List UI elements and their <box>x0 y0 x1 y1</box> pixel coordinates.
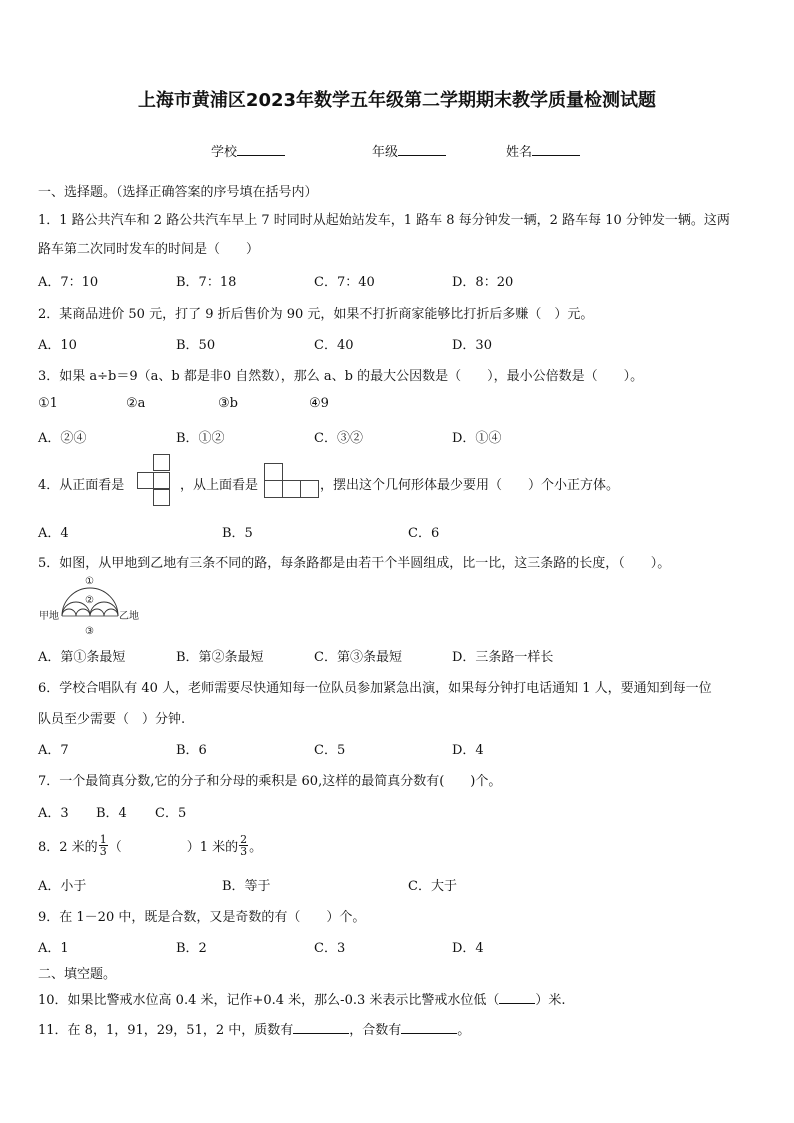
grade-field[interactable] <box>372 141 446 160</box>
q9-option-d[interactable]: D．4 <box>452 941 484 956</box>
fraction-one-third <box>99 834 108 857</box>
q4-text-part2: ，从上面看是 <box>180 478 259 493</box>
q5-text: 5．如图，从甲地到乙地有三条不同的路，每条路都是由若干个半圆组成，比一比，这三条路的长度，（ ）。 <box>38 556 671 571</box>
q8-text-part1: 8．2 米的 <box>38 839 98 855</box>
section-choice-heading: 一、选择题。（选择正确答案的序号填在括号内） <box>38 185 318 200</box>
q11-blank-composite[interactable] <box>401 1020 457 1034</box>
name-label: 姓名 <box>506 145 533 160</box>
top-view-square <box>264 480 283 498</box>
q1-option-a[interactable]: A．7：10 <box>38 275 99 290</box>
q3-option-b[interactable]: B．①② <box>176 431 225 446</box>
top-view-square <box>282 480 301 498</box>
end-label: 乙地 <box>119 611 139 622</box>
q4-option-a[interactable]: A．4 <box>38 526 69 541</box>
page-title: 上海市黄浦区2023年数学五年级第二学期期末教学质量检测试题 <box>137 90 657 111</box>
q9-text: 9．在 1－20 中，既是合数，又是奇数的有（ ）个。 <box>38 910 366 925</box>
fraction-denominator: 3 <box>240 844 248 858</box>
q3-option-a[interactable]: A．②④ <box>38 431 87 446</box>
q1-text: 1．1 路公共汽车和 2 路公共汽车早上 7 时同时从起始站发车，1 路车 8 每分钟发一辆，2 路车每 10 分钟发一辆。这两 <box>38 213 730 228</box>
front-view-figure <box>137 454 179 508</box>
school-label: 学校 <box>211 145 238 160</box>
q7-option-b[interactable]: B．4 <box>96 806 127 821</box>
q9-option-c[interactable]: C．3 <box>314 941 346 956</box>
q11-text <box>38 1019 470 1038</box>
fraction-numerator: 2 <box>240 832 248 846</box>
front-view-square <box>137 472 154 489</box>
semicircle-route-diagram <box>38 572 148 638</box>
q3-choice-1: ①1 <box>38 396 58 411</box>
q1-text-cont: 路车第二次同时发车的时间是（ ） <box>38 242 260 257</box>
q8-text-part2: （ ）1 米的 <box>108 839 239 855</box>
q7-text: 7．一个最简真分数,它的分子和分母的乘积是 60,这样的最简真分数有( )个。 <box>38 774 502 789</box>
q5-option-a[interactable]: A．第①条最短 <box>38 650 126 665</box>
fraction-two-thirds <box>239 834 248 857</box>
top-view-square <box>264 463 283 481</box>
school-field[interactable] <box>211 141 285 160</box>
front-view-square <box>153 472 170 489</box>
grade-label: 年级 <box>372 145 399 160</box>
q3-choice-2: ②a <box>126 396 146 411</box>
q3-choice-4: ④9 <box>309 396 329 411</box>
q2-option-a[interactable]: A．10 <box>38 338 77 353</box>
q11-text-part2: ，合数有 <box>349 1023 402 1038</box>
q3-choice-3: ③b <box>218 396 238 411</box>
q4-text-part1: 4．从正面看是 <box>38 478 125 493</box>
q3-text: 3．如果 a÷b＝9（a、b 都是非0 自然数），那么 a、b 的最大公因数是（ ），最小公倍数是（ ）。 <box>38 369 644 384</box>
q2-option-d[interactable]: D．30 <box>452 338 492 353</box>
q5-option-c[interactable]: C．第③条最短 <box>314 650 402 665</box>
q1-option-d[interactable]: D．8：20 <box>452 275 514 290</box>
q9-option-b[interactable]: B．2 <box>176 941 207 956</box>
q6-option-b[interactable]: B．6 <box>176 743 207 758</box>
q10-text <box>38 989 566 1008</box>
route-1-label: ① <box>85 576 94 587</box>
q1-option-b[interactable]: B．7：18 <box>176 275 237 290</box>
q2-option-b[interactable]: B．50 <box>176 338 216 353</box>
q2-text: 2．某商品进价 50 元，打了 9 折后售价为 90 元，如果不打折商家能够比打折后多赚（ ）元。 <box>38 307 594 322</box>
front-view-square <box>153 454 170 471</box>
name-field[interactable] <box>506 141 580 160</box>
q4-text-part3: ，摆出这个几何形体最少要用（ ）个小正方体。 <box>320 478 620 493</box>
q10-text-part2: ）米. <box>535 993 566 1008</box>
q6-option-d[interactable]: D．4 <box>452 743 484 758</box>
q4-option-b[interactable]: B．5 <box>222 526 253 541</box>
q8-option-a[interactable]: A．小于 <box>38 879 87 894</box>
q11-text-part1: 11．在 8，1，91，29，51，2 中，质数有 <box>38 1023 294 1038</box>
q5-option-d[interactable]: D．三条路一样长 <box>452 650 554 665</box>
q7-option-c[interactable]: C．5 <box>155 806 187 821</box>
q3-option-d[interactable]: D．①④ <box>452 431 502 446</box>
fraction-numerator: 1 <box>99 832 107 846</box>
front-view-square <box>153 489 170 506</box>
q1-option-c[interactable]: C．7：40 <box>314 275 375 290</box>
q8-text-part3: 。 <box>249 839 263 855</box>
section-fill-heading: 二、填空题。 <box>38 967 117 982</box>
route-2-label: ② <box>85 595 94 606</box>
q6-option-a[interactable]: A．7 <box>38 743 69 758</box>
q10-text-part1: 10．如果比警戒水位高 0.4 米，记作+0.4 米，那么-0.3 米表示比警戒水位低（ <box>38 993 500 1008</box>
q6-option-c[interactable]: C．5 <box>314 743 346 758</box>
q2-option-c[interactable]: C．40 <box>314 338 354 353</box>
q5-option-b[interactable]: B．第②条最短 <box>176 650 264 665</box>
q8-option-b[interactable]: B．等于 <box>222 879 271 894</box>
route-3-label: ③ <box>85 626 94 637</box>
top-view-square <box>300 480 319 498</box>
q9-option-a[interactable]: A．1 <box>38 941 69 956</box>
q11-text-part3: 。 <box>457 1023 471 1038</box>
q11-blank-prime[interactable] <box>293 1020 349 1034</box>
q7-option-a[interactable]: A．3 <box>38 806 69 821</box>
q10-blank[interactable] <box>499 990 535 1004</box>
q8-option-c[interactable]: C．大于 <box>408 879 457 894</box>
q8-text <box>38 830 262 860</box>
q4-option-c[interactable]: C．6 <box>408 526 440 541</box>
fraction-denominator: 3 <box>99 844 107 858</box>
q6-text-cont: 队员至少需要（ ）分钟. <box>38 712 186 727</box>
q3-option-c[interactable]: C．③② <box>314 431 363 446</box>
q6-text: 6．学校合唱队有 40 人，老师需要尽快通知每一位队员参加紧急出演，如果每分钟打电话通知 1 人，要通知到每一位 <box>38 681 712 696</box>
top-view-figure <box>264 463 320 499</box>
start-label: 甲地 <box>39 611 59 622</box>
